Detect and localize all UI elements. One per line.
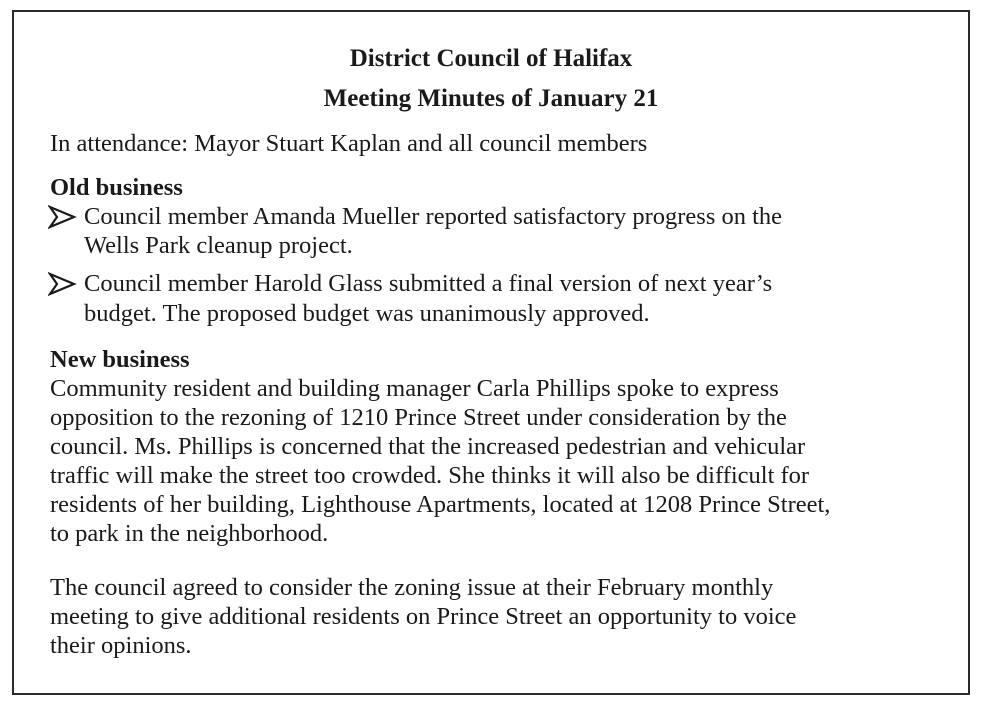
paragraph-2-line: The council agreed to consider the zoning issue at their February monthly bbox=[50, 574, 774, 601]
arrow-bullet-icon bbox=[48, 205, 78, 229]
minutes-frame bbox=[12, 10, 970, 695]
document-title: District Council of Halifax bbox=[349, 45, 633, 72]
attendance-line: In attendance: Mayor Stuart Kaplan and all council members bbox=[50, 130, 648, 157]
paragraph-1-line: council. Ms. Phillips is concerned that the increased pedestrian and vehicular bbox=[50, 433, 806, 460]
old-business-item-1-line-1: Council member Amanda Mueller reported satisfactory progress on the bbox=[84, 203, 783, 230]
paragraph-1-line: opposition to the rezoning of 1210 Prince Street under consideration by the bbox=[50, 404, 787, 431]
arrow-bullet-icon bbox=[48, 272, 78, 296]
document-subtitle: Meeting Minutes of January 21 bbox=[323, 85, 659, 112]
old-business-heading: Old business bbox=[50, 174, 183, 201]
new-business-heading: New business bbox=[50, 346, 190, 373]
old-business-item-2-line-2: budget. The proposed budget was unanimously approved. bbox=[84, 300, 650, 327]
paragraph-2-line: meeting to give additional residents on Prince Street an opportunity to voice bbox=[50, 603, 797, 630]
paragraph-1-line: residents of her building, Lighthouse Apartments, located at 1208 Prince Street, bbox=[50, 491, 831, 518]
paragraph-2-line: their opinions. bbox=[50, 632, 192, 659]
paragraph-1-line: Community resident and building manager Carla Phillips spoke to express bbox=[50, 375, 779, 402]
old-business-item-1-line-2: Wells Park cleanup project. bbox=[84, 232, 353, 259]
paragraph-1-line: to park in the neighborhood. bbox=[50, 520, 329, 547]
old-business-item-2-line-1: Council member Harold Glass submitted a final version of next year’s bbox=[84, 270, 773, 297]
paragraph-1-line: traffic will make the street too crowded. She thinks it will also be difficult for bbox=[50, 462, 810, 489]
